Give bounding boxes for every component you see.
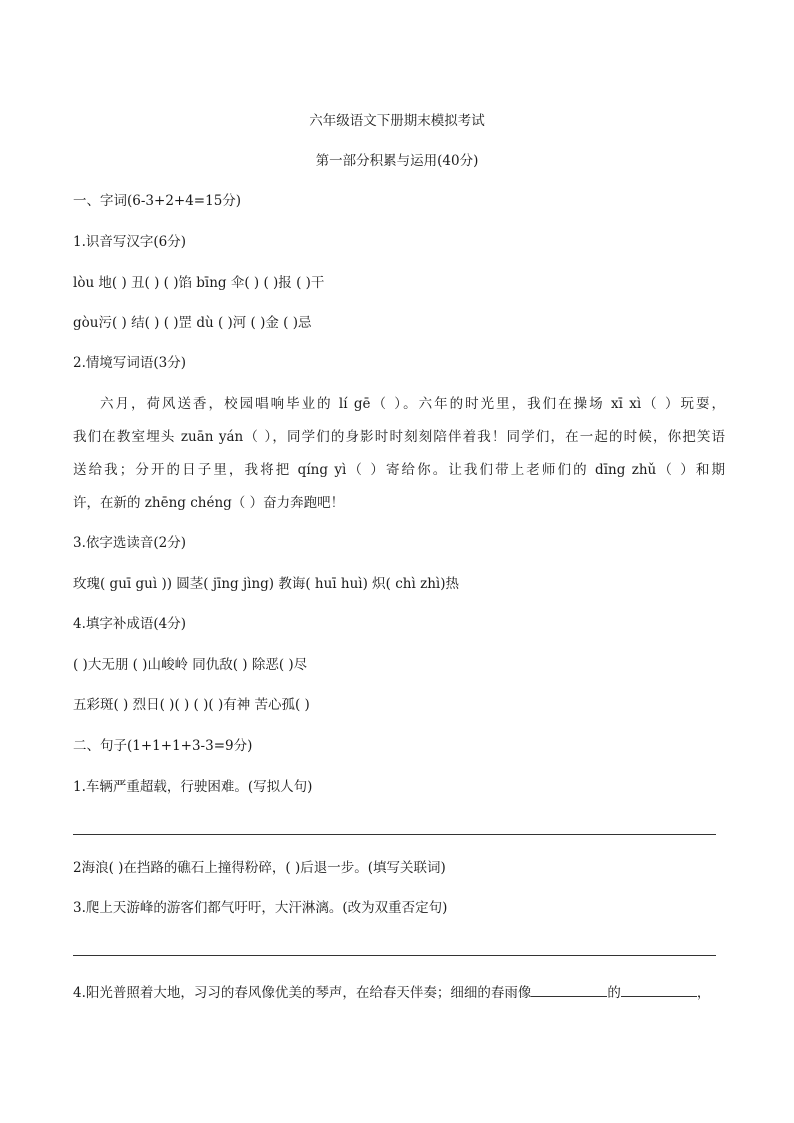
question-heading: 4.填字补成语(4分) — [73, 616, 187, 632]
context-paragraph — [73, 388, 725, 520]
paragraph-line: 六月，荷风送香，校园唱响毕业的 lí gē（ ）。六年的时光里，我们在操场 xī xì（ ）玩耍， — [100, 396, 725, 412]
sentence-question: 1.车辆严重超载，行驶困难。(写拟人句) — [73, 779, 313, 795]
paragraph-line: 我们在教室埋头 zuān yán（ ），同学们的身影时时刻刻陪伴着我！同学们，在一起的时候，你把笑语 — [73, 429, 725, 445]
fill-blank[interactable] — [531, 982, 607, 997]
idiom-row: ( )大无朋 ( )山峻岭 同仇敌( ) 除恶( )尽 — [73, 657, 308, 673]
pinyin-row: gòu污( ) 结( ) ( )罡 dù ( )河 ( )金 ( )忌 — [73, 315, 312, 331]
idiom-row: 五彩斑( ) 烈日( )( ) ( )( )有神 苦心孤( ) — [73, 697, 310, 713]
sentence-text: 的 — [607, 985, 621, 1001]
section-heading-sentences: 二、句子(1+1+1+3-3=9分) — [73, 738, 253, 754]
sentence-question — [73, 982, 710, 1003]
sentence-text: ， — [696, 985, 711, 1001]
part-subtitle: 第一部分积累与运用(40分) — [315, 153, 479, 169]
paragraph-line: 送给我；分开的日子里，我将把 qíng yì（ ）寄给你。让我们带上老师们的 dīng zhǔ（ ）和期 — [73, 462, 725, 478]
sentence-text: 4.阳光普照着大地，习习的春风像优美的琴声，在给春天伴奏；细细的春雨像 — [73, 985, 532, 1001]
exam-title: 六年级语文下册期末模拟考试 — [309, 113, 485, 129]
question-heading: 3.依字选读音(2分) — [73, 535, 187, 551]
paragraph-line: 许，在新的 zhēng chéng（ ）奋力奔跑吧！ — [73, 495, 345, 511]
question-heading: 2.情境写词语(3分) — [73, 355, 187, 371]
question-heading: 1.识音写汉字(6分) — [73, 234, 187, 250]
sentence-question: 2海浪( )在挡路的礁石上撞得粉碎，( )后退一步。(填写关联词) — [73, 860, 446, 876]
answer-line[interactable] — [73, 834, 716, 835]
fill-blank[interactable] — [621, 982, 697, 997]
answer-line[interactable] — [73, 955, 716, 956]
reading-choice-row: 玫瑰( guī guì )) 圆茎( jīng jìng) 教诲( huī huì) 炽( chì zhì)热 — [73, 576, 459, 592]
section-heading-words: 一、字词(6-3+2+4=15分) — [73, 193, 242, 209]
sentence-question: 3.爬上天游峰的游客们都气吁吁，大汗淋漓。(改为双重否定句) — [73, 900, 448, 916]
pinyin-row: lòu 地( ) 丑( ) ( )馅 bīng 伞( ) ( )报 ( )干 — [73, 275, 325, 291]
